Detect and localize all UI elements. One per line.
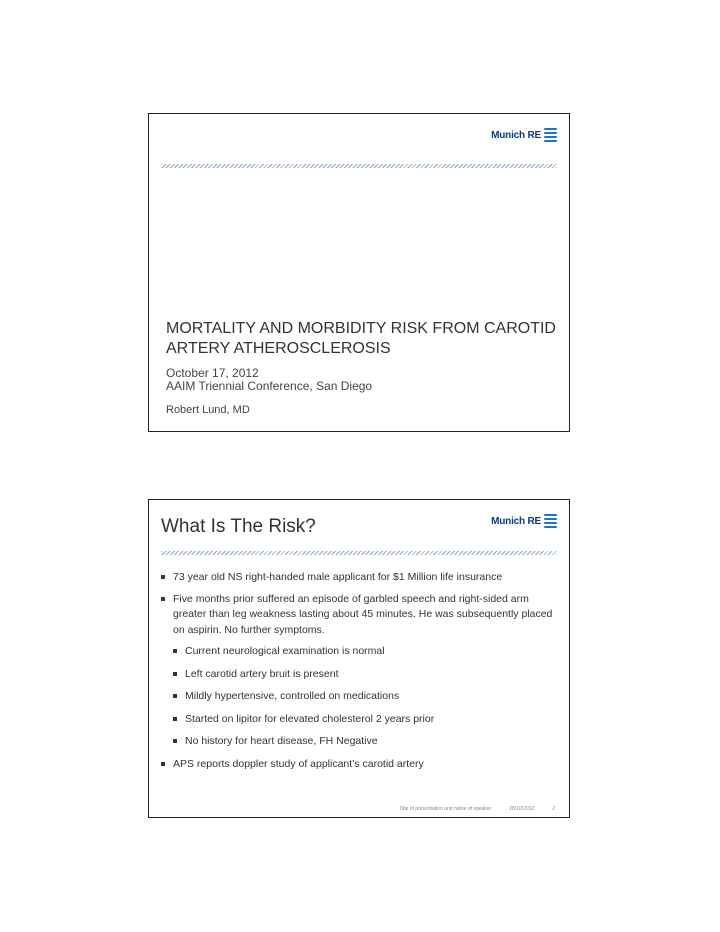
sub-bullet-item — [173, 734, 556, 750]
bullet-list — [161, 570, 556, 778]
footer-date: 28/10/2012 — [509, 806, 535, 812]
sub-bullet-item — [173, 667, 556, 683]
munich-re-mark-icon — [544, 514, 557, 528]
bullet-square-icon — [173, 717, 177, 721]
page-number: 2 — [552, 806, 555, 812]
author-name: Robert Lund, MD — [166, 404, 250, 416]
munich-re-logo — [491, 514, 557, 528]
bullet-text: Started on lipitor for elevated cholesterol 2 years prior — [185, 712, 435, 725]
bullet-square-icon — [173, 672, 177, 676]
bullet-text: Five months prior suffered an episode of garbled speech and right-sided arm greater than leg weakness lasting about 45 minutes. He was subsequently placed on aspirin. No further symptoms. — [173, 592, 553, 636]
bullet-text: Current neurological examination is normal — [185, 645, 385, 657]
bullet-square-icon — [161, 762, 165, 766]
presentation-date: October 17, 2012 — [166, 366, 259, 380]
footer-presentation: Title of presentation and name of speaker — [399, 806, 492, 812]
bullet-square-icon — [173, 694, 177, 698]
bullet-square-icon — [161, 575, 165, 579]
bullet-text: 73 year old NS right-handed male applicant for $1 Million life insurance — [173, 571, 503, 583]
bullet-square-icon — [173, 649, 177, 653]
munich-re-mark-icon — [544, 128, 557, 142]
logo-text: Munich RE — [491, 515, 541, 527]
conference-name: AAIM Triennial Conference, San Diego — [166, 379, 373, 393]
bullet-square-icon — [161, 597, 165, 601]
munich-re-logo — [491, 128, 557, 142]
bullet-item — [161, 592, 556, 639]
slide-footer — [399, 806, 555, 812]
bullet-square-icon — [173, 739, 177, 743]
bullet-item — [161, 757, 556, 773]
bullet-text: Mildly hypertensive, controlled on medications — [185, 690, 400, 702]
sub-bullet-item — [173, 712, 556, 728]
risk-slide — [148, 499, 570, 818]
hatched-divider — [161, 164, 557, 168]
logo-text: Munich RE — [491, 129, 541, 141]
bullet-text: APS reports doppler study of applicant’s carotid artery — [173, 757, 424, 770]
bullet-item — [161, 570, 556, 586]
bullet-text: Left carotid artery bruit is present — [185, 667, 339, 680]
presentation-title: MORTALITY AND MORBIDITY RISK FROM CAROTID ARTERY ATHEROSCLEROSIS — [166, 320, 556, 357]
sub-bullet-item — [173, 644, 556, 660]
sub-bullet-item — [173, 689, 556, 705]
hatched-divider — [161, 551, 557, 555]
slide-title: What Is The Risk? — [161, 516, 316, 537]
title-slide — [148, 113, 570, 432]
bullet-text: No history for heart disease, FH Negative — [185, 735, 378, 747]
